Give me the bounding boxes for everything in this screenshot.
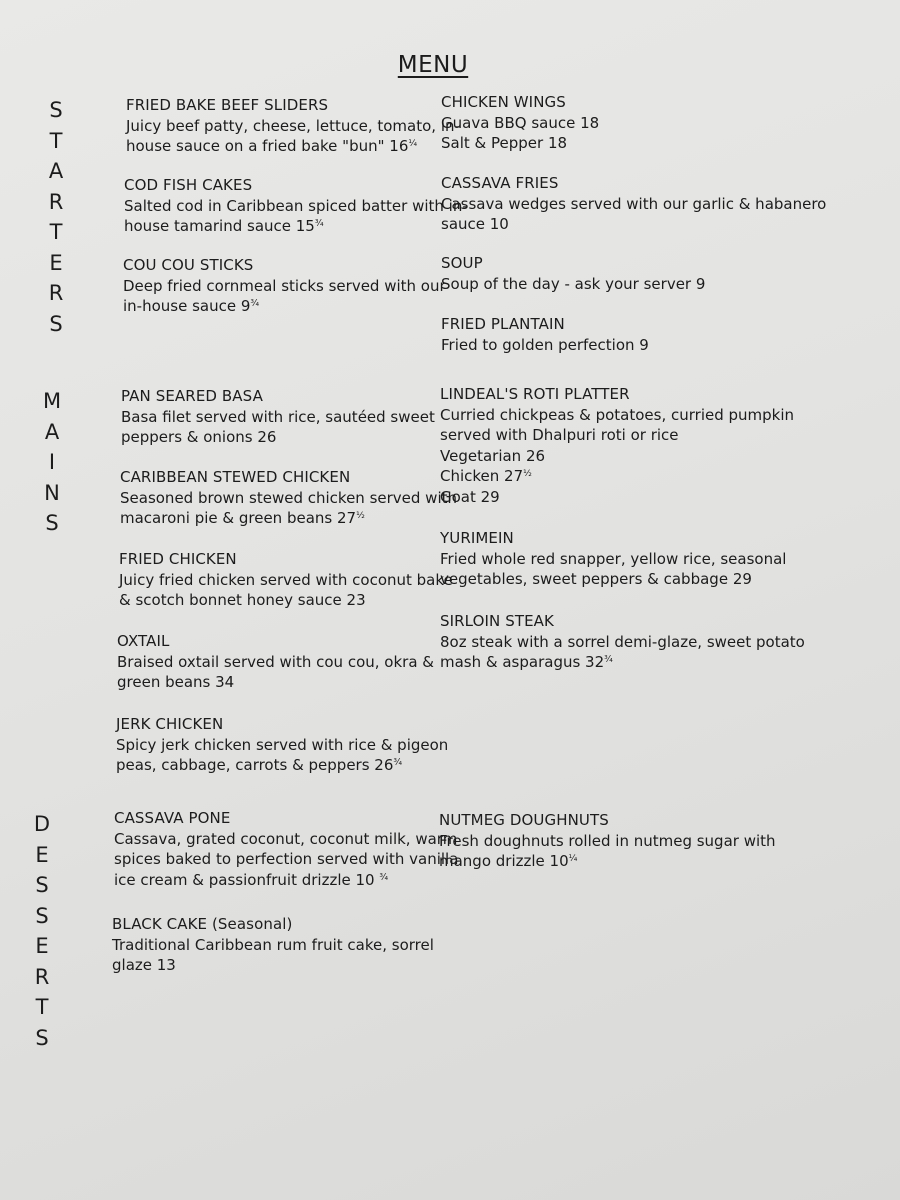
section-letter: S — [49, 311, 63, 336]
section-letter: N — [44, 480, 60, 505]
price-fraction-mark: ¾ — [314, 219, 324, 230]
item-name: YURIMEIN — [440, 529, 514, 547]
item-text: mango drizzle 10 — [439, 852, 569, 871]
item-description-line — [440, 425, 794, 446]
item-description-line — [120, 488, 457, 509]
section-letter: R — [48, 189, 64, 214]
item-text: Chicken 27 — [440, 467, 524, 486]
item-text: Soup of the day - ask your server 9 — [441, 274, 706, 293]
item-text: Salt & Pepper 18 — [441, 134, 568, 153]
item-text: Vegetarian 26 — [440, 446, 546, 465]
item-description-line — [124, 216, 468, 237]
item-text: Cassava wedges served with our garlic & habanero — [441, 194, 827, 213]
price-fraction-mark: ¾ — [393, 758, 403, 769]
item-description-line — [440, 466, 794, 487]
menu-item-caribbean-stewed-chicken — [120, 467, 457, 529]
menu-item-fried-chicken — [119, 549, 453, 611]
item-description-line — [126, 116, 460, 137]
item-name: BLACK CAKE (Seasonal) — [112, 915, 293, 933]
item-text: glaze 13 — [112, 956, 176, 975]
price-fraction-mark: ½ — [523, 469, 532, 480]
item-name: FRIED BAKE BEEF SLIDERS — [126, 96, 329, 114]
item-name: LINDEAL'S ROTI PLATTER — [440, 385, 630, 403]
item-description-line — [441, 214, 826, 235]
item-name: FRIED PLANTAIN — [441, 315, 565, 333]
item-text: & scotch bonnet honey sauce 23 — [119, 591, 366, 610]
item-description-line — [116, 755, 448, 776]
item-text: peas, cabbage, carrots & peppers 26 — [116, 756, 394, 775]
item-text: Fried whole red snapper, yellow rice, seasonal — [440, 549, 787, 568]
item-text: Basa filet served with rice, sautéed sweet — [121, 407, 435, 426]
price-fraction-mark: ¼ — [408, 139, 418, 150]
item-description-line — [441, 335, 649, 356]
section-letter: S — [35, 873, 49, 897]
section-letter: S — [49, 98, 63, 122]
item-description-line — [441, 274, 705, 295]
item-text: vegetables, sweet peppers & cabbage 29 — [440, 570, 752, 589]
menu-item-cod-fish-cakes — [124, 175, 468, 237]
item-description-line — [116, 735, 448, 756]
item-text: Salted cod in Caribbean spiced batter with in- — [124, 196, 468, 215]
item-name: CASSAVA PONE — [114, 809, 231, 827]
section-letter: E — [35, 842, 49, 867]
section-label-starters — [42, 95, 70, 339]
item-text: macaroni pie & green beans 27 — [120, 509, 357, 528]
item-text: ice cream & passionfruit drizzle 10 — [114, 870, 380, 889]
section-letter: R — [48, 281, 64, 305]
item-name: CHICKEN WINGS — [441, 93, 566, 111]
menu-item-jerk-chicken — [116, 714, 448, 776]
item-description-line — [121, 427, 435, 448]
item-description-line — [439, 851, 776, 872]
item-description-line — [121, 407, 435, 428]
section-letter: T — [35, 995, 49, 1019]
item-description-line — [114, 870, 458, 891]
item-text: Juicy fried chicken served with coconut bake — [119, 570, 453, 589]
item-description-line — [441, 133, 599, 154]
item-description-line — [112, 955, 434, 976]
menu-item-cassava-fries — [441, 173, 826, 235]
item-description-line — [119, 590, 453, 611]
item-text: sauce 10 — [441, 215, 509, 234]
section-letter: A — [48, 159, 64, 183]
section-letter: E — [49, 250, 63, 275]
item-text: house sauce on a fried bake "bun" 16 — [126, 137, 409, 156]
item-description-line — [119, 570, 453, 591]
item-text: Guava BBQ sauce 18 — [441, 113, 600, 132]
item-name: SOUP — [441, 254, 483, 272]
item-description-line — [441, 194, 826, 215]
menu-title: MENU — [397, 52, 469, 78]
item-description-line — [439, 831, 776, 852]
menu-item-pan-seared-basa — [121, 386, 435, 448]
menu-item-oxtail — [117, 631, 434, 693]
section-letter: S — [35, 903, 49, 928]
section-letter: T — [49, 128, 63, 153]
item-description-line — [117, 652, 434, 673]
item-description-line — [123, 296, 446, 317]
section-letter: S — [45, 511, 59, 535]
item-name: OXTAIL — [117, 632, 170, 650]
item-name: CARIBBEAN STEWED CHICKEN — [120, 468, 351, 486]
item-name: SIRLOIN STEAK — [440, 612, 554, 630]
section-letter: D — [33, 812, 51, 836]
menu-item-cassava-pone — [114, 808, 458, 890]
menu-item-black-cake — [112, 914, 434, 976]
section-letter: S — [35, 1025, 49, 1050]
menu-item-fried-bake-beef-sliders — [126, 95, 460, 157]
menu-item-nutmeg-doughnuts — [439, 810, 776, 872]
section-label-desserts — [28, 809, 56, 1053]
menu-item-soup — [441, 253, 705, 294]
menu-item-fried-plantain — [441, 314, 649, 355]
section-letter: I — [48, 450, 56, 474]
price-fraction-mark: ¾ — [250, 299, 260, 310]
item-text: spices baked to perfection served with vanilla — [114, 850, 459, 869]
item-name: PAN SEARED BASA — [121, 387, 263, 405]
item-description-line — [124, 196, 468, 217]
section-letter: A — [44, 419, 60, 444]
item-name: COU COU STICKS — [123, 256, 254, 274]
item-name: FRIED CHICKEN — [119, 550, 237, 568]
price-fraction-mark: ½ — [356, 511, 365, 522]
price-fraction-mark: ¾ — [379, 872, 389, 883]
item-description-line — [440, 569, 786, 590]
item-description-line — [112, 935, 434, 956]
item-text: peppers & onions 26 — [121, 428, 277, 447]
item-text: Spicy jerk chicken served with rice & pigeon — [116, 735, 449, 754]
menu-item-sirloin-steak — [440, 611, 805, 673]
item-text: Fried to golden perfection 9 — [441, 335, 649, 354]
section-letter: M — [42, 389, 62, 413]
item-text: Cassava, grated coconut, coconut milk, warm — [114, 829, 458, 848]
item-text: 8oz steak with a sorrel demi-glaze, sweet potato — [440, 632, 805, 651]
menu-item-cou-cou-sticks — [123, 255, 446, 317]
item-name: JERK CHICKEN — [116, 715, 224, 733]
item-description-line — [440, 487, 794, 508]
item-description-line — [126, 136, 460, 157]
menu-item-lindeals-roti-platter — [440, 384, 794, 508]
item-text: mash & asparagus 32 — [440, 653, 605, 672]
section-label-mains — [38, 386, 66, 539]
item-text: served with Dhalpuri roti or rice — [440, 426, 679, 445]
item-text: green beans 34 — [117, 673, 235, 692]
item-description-line — [440, 632, 805, 653]
menu-item-yurimein — [440, 528, 786, 590]
item-text: Goat 29 — [440, 487, 500, 506]
item-text: Curried chickpeas & potatoes, curried pumpkin — [440, 405, 795, 424]
price-fraction-mark: ¼ — [568, 854, 578, 865]
item-description-line — [114, 849, 458, 870]
item-text: Juicy beef patty, cheese, lettuce, tomato, in- — [126, 116, 460, 135]
item-text: Fresh doughnuts rolled in nutmeg sugar with — [439, 831, 776, 850]
item-description-line — [120, 508, 457, 529]
section-letter: T — [49, 220, 63, 244]
item-description-line — [114, 829, 458, 850]
menu-item-chicken-wings — [441, 92, 599, 154]
price-fraction-mark: ¾ — [604, 655, 613, 666]
item-text: Traditional Caribbean rum fruit cake, sorrel — [112, 935, 434, 954]
item-name: COD FISH CAKES — [124, 176, 253, 194]
item-text: Deep fried cornmeal sticks served with our — [123, 276, 446, 295]
item-text: Seasoned brown stewed chicken served with — [120, 488, 458, 507]
item-description-line — [123, 276, 446, 297]
item-text: house tamarind sauce 15 — [124, 217, 315, 236]
item-description-line — [440, 652, 805, 673]
item-description-line — [117, 672, 434, 693]
item-description-line — [440, 549, 786, 570]
section-letter: E — [35, 934, 49, 958]
item-description-line — [440, 446, 794, 467]
item-text: in-house sauce 9 — [123, 297, 251, 316]
item-description-line — [441, 113, 599, 134]
item-name: NUTMEG DOUGHNUTS — [439, 811, 609, 829]
section-letter: R — [34, 964, 50, 989]
item-text: Braised oxtail served with cou cou, okra & — [117, 652, 434, 671]
item-description-line — [440, 405, 794, 426]
item-name: CASSAVA FRIES — [441, 174, 559, 192]
